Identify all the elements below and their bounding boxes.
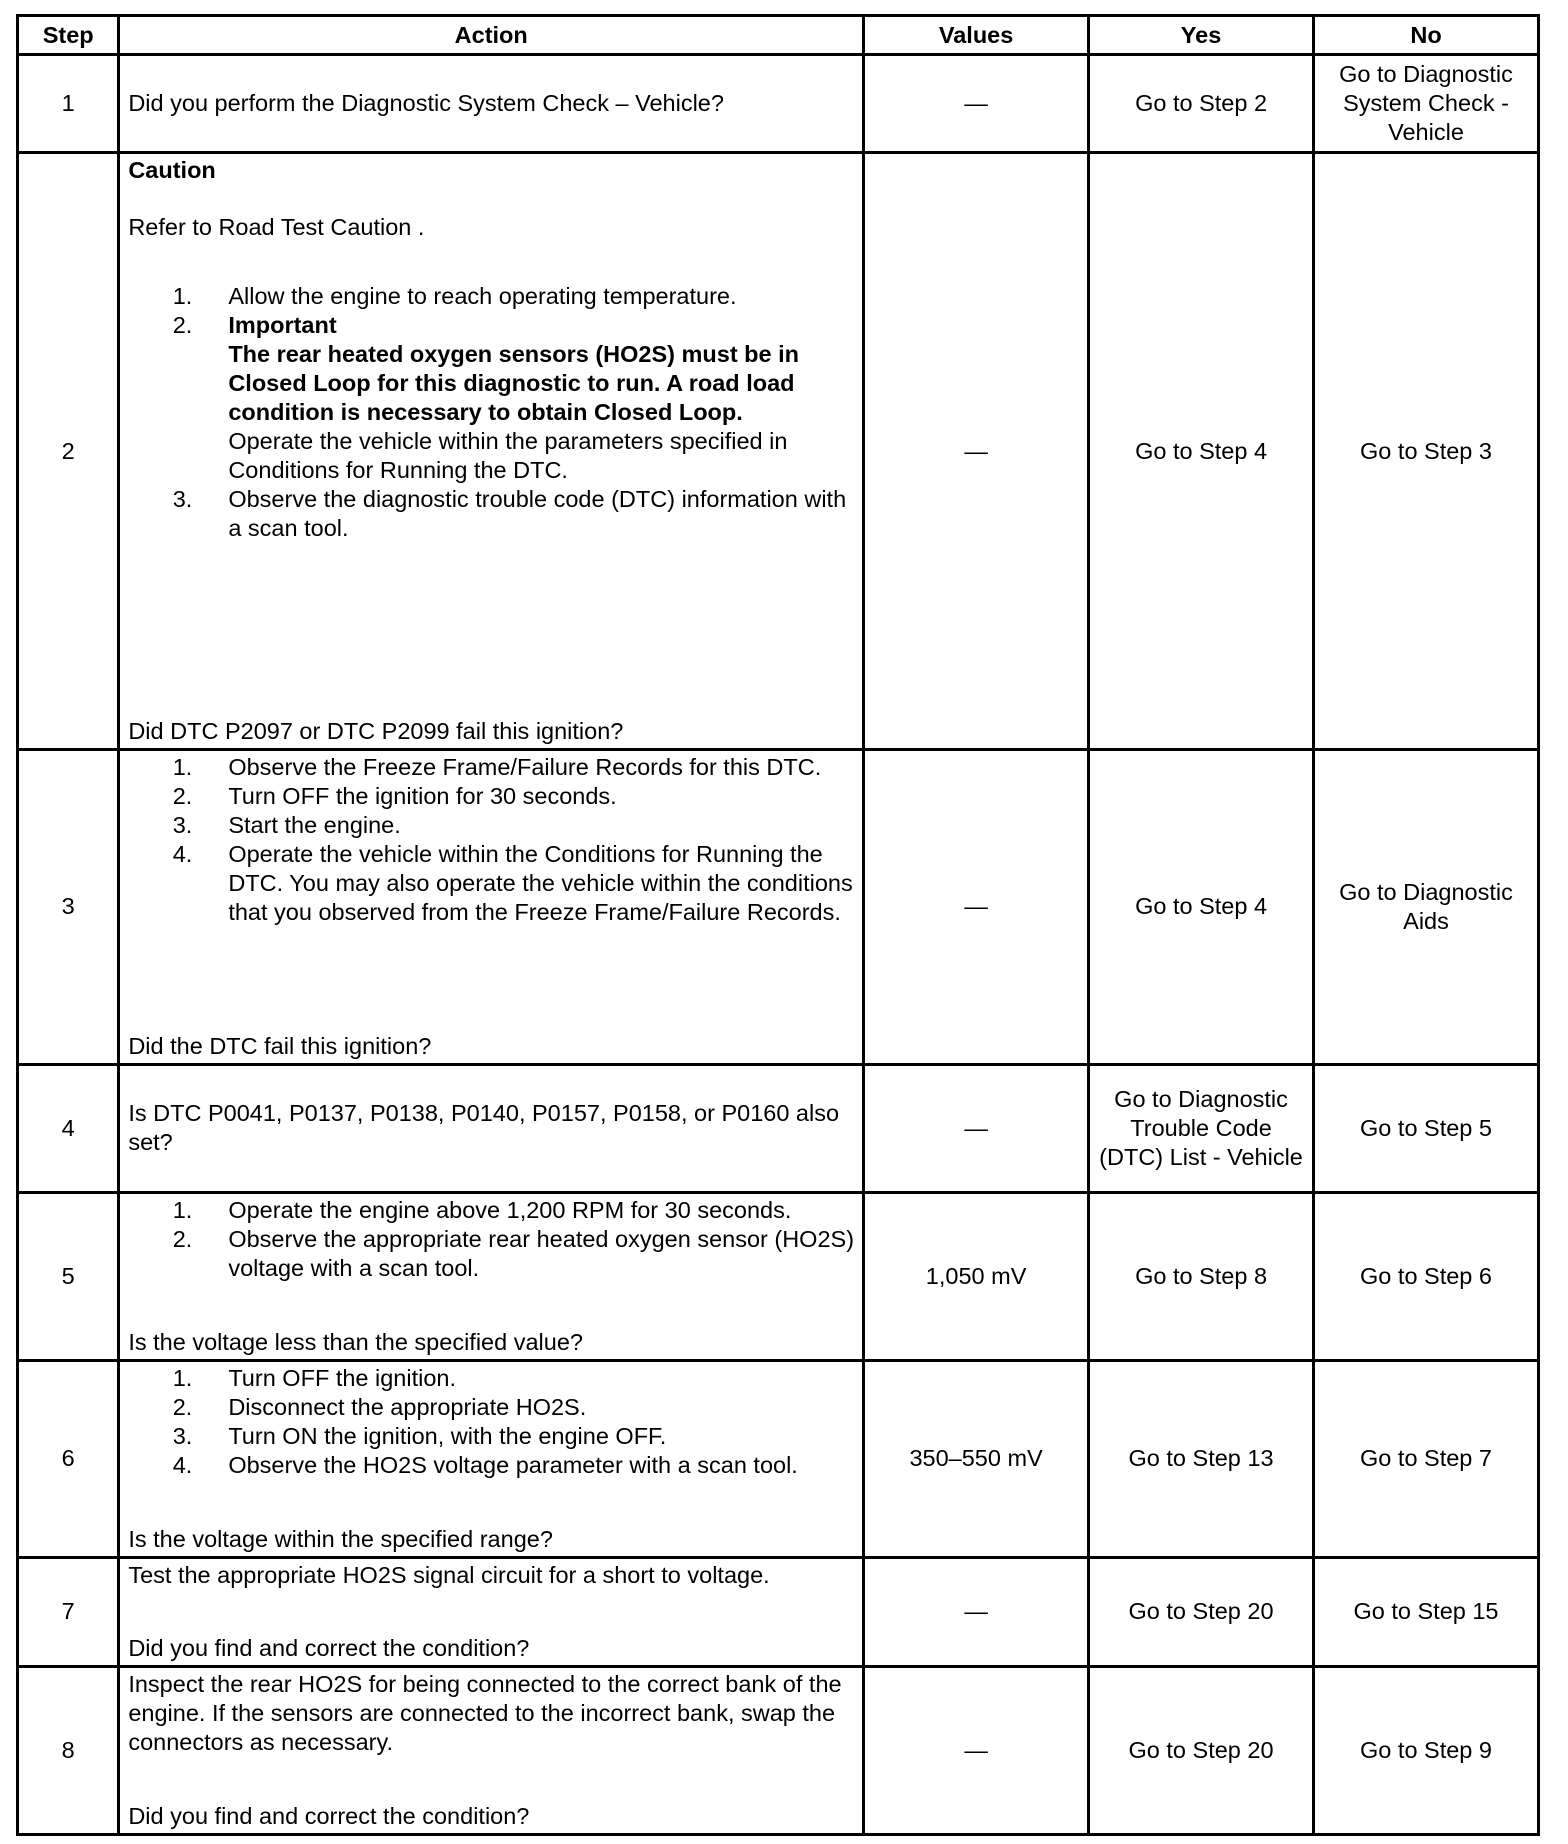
table-row-step-3 bbox=[18, 750, 1539, 1064]
action-question: Did the DTC fail this ignition? bbox=[128, 1032, 432, 1059]
value-cell: — bbox=[864, 1557, 1089, 1666]
list-item: 4. Observe the HO2S voltage parameter with a scan tool. bbox=[172, 1451, 798, 1478]
action-steps bbox=[128, 282, 854, 340]
action-cell bbox=[119, 1064, 864, 1193]
value-cell: — bbox=[864, 153, 1089, 750]
list-item: 1. Operate the engine above 1,200 RPM for 30 seconds. bbox=[172, 1197, 792, 1224]
caution-text[interactable]: Refer to Road Test Caution . bbox=[128, 214, 425, 241]
no-link[interactable]: Go to Step 5 bbox=[1314, 1064, 1539, 1193]
header-row bbox=[18, 16, 1539, 55]
table-row-step-6 bbox=[18, 1360, 1539, 1557]
list-item: 2. Disconnect the appropriate HO2S. bbox=[172, 1393, 587, 1420]
step-number: 6 bbox=[18, 1360, 119, 1557]
yes-link[interactable]: Go to Step 20 bbox=[1089, 1557, 1314, 1666]
value-cell: 350–550 mV bbox=[864, 1360, 1089, 1557]
value-cell: — bbox=[864, 1064, 1089, 1193]
step-number: 2 bbox=[18, 153, 119, 750]
header-yes: Yes bbox=[1089, 16, 1314, 55]
list-item: 3. Observe the diagnostic trouble code (DTC) information with a scan tool. bbox=[172, 486, 847, 542]
list-item: 1. Observe the Freeze Frame/Failure Records for this DTC. bbox=[172, 754, 822, 781]
yes-link[interactable]: Go to Step 8 bbox=[1089, 1193, 1314, 1361]
table-row-step-7 bbox=[18, 1557, 1539, 1666]
action-cell bbox=[119, 1667, 864, 1835]
header-action: Action bbox=[119, 16, 864, 55]
operate-text[interactable]: Operate the vehicle within the parameters specified in Conditions for Running the DTC. bbox=[228, 428, 788, 484]
action-steps bbox=[128, 485, 854, 543]
action-cell bbox=[119, 1360, 864, 1557]
list-item: 2. Important bbox=[172, 312, 337, 339]
list-item: 2. Observe the appropriate rear heated oxygen sensor (HO2S) voltage with a scan tool. bbox=[172, 1226, 855, 1282]
no-link[interactable]: Go to Diagnostic Aids bbox=[1314, 750, 1539, 1064]
list-item: 4. Operate the vehicle within the Conditions for Running the DTC. You may also operate the vehicle within the conditions that you observed from the Freeze Frame/Failure Records. bbox=[172, 841, 853, 926]
action-question: Did DTC P2097 or DTC P2099 fail this ignition? bbox=[128, 718, 624, 745]
yes-link[interactable]: Go to Step 2 bbox=[1089, 55, 1314, 153]
yes-link[interactable]: Go to Step 13 bbox=[1089, 1360, 1314, 1557]
list-item: 3. Start the engine. bbox=[172, 812, 401, 839]
action-question: Did you find and correct the condition? bbox=[128, 1803, 530, 1829]
action-steps bbox=[128, 1196, 854, 1283]
table-row-step-4 bbox=[18, 1064, 1539, 1193]
step-number: 1 bbox=[18, 55, 119, 153]
value-cell: 1,050 mV bbox=[864, 1193, 1089, 1361]
action-cell bbox=[119, 1193, 864, 1361]
diagnostic-table bbox=[16, 14, 1540, 1836]
list-item: 1. Allow the engine to reach operating temperature. bbox=[172, 283, 737, 310]
action-question: Did you perform the Diagnostic System Check – Vehicle? bbox=[128, 90, 724, 117]
header-step: Step bbox=[18, 16, 119, 55]
value-cell: — bbox=[864, 55, 1089, 153]
yes-link[interactable]: Go to Diagnostic Trouble Code (DTC) List - Vehicle bbox=[1089, 1064, 1314, 1193]
action-text: Inspect the rear HO2S for being connected to the correct bank of the engine. If the sensors are connected to the incorrect bank, swap the connectors as necessary. bbox=[128, 1671, 842, 1756]
action-text: Test the appropriate HO2S signal circuit for a short to voltage. bbox=[128, 1561, 770, 1588]
table-row-step-5 bbox=[18, 1193, 1539, 1361]
no-link[interactable]: Go to Step 15 bbox=[1314, 1557, 1539, 1666]
action-question: Is the voltage within the specified range? bbox=[128, 1525, 553, 1552]
important-text: The rear heated oxygen sensors (HO2S) must be in Closed Loop for this diagnostic to run. A road load condition is necessary to obtain Closed Loop. bbox=[228, 341, 800, 426]
list-item: 2. Turn OFF the ignition for 30 seconds. bbox=[172, 783, 617, 810]
no-link[interactable]: Go to Step 9 bbox=[1314, 1667, 1539, 1835]
step-number: 4 bbox=[18, 1064, 119, 1193]
action-steps bbox=[128, 753, 854, 927]
action-cell bbox=[119, 153, 864, 750]
table-row-step-1 bbox=[18, 55, 1539, 153]
header-values: Values bbox=[864, 16, 1089, 55]
no-link[interactable]: Go to Step 6 bbox=[1314, 1193, 1539, 1361]
value-cell: — bbox=[864, 750, 1089, 1064]
yes-link[interactable]: Go to Step 4 bbox=[1089, 153, 1314, 750]
no-link[interactable]: Go to Diagnostic System Check - Vehicle bbox=[1314, 55, 1539, 153]
action-cell bbox=[119, 750, 864, 1064]
step-number: 3 bbox=[18, 750, 119, 1064]
table-row-step-8 bbox=[18, 1667, 1539, 1835]
action-question: Is DTC P0041, P0137, P0138, P0140, P0157, P0158, or P0160 also set? bbox=[128, 1100, 840, 1156]
step-number: 5 bbox=[18, 1193, 119, 1361]
step-number: 8 bbox=[18, 1667, 119, 1835]
action-question: Is the voltage less than the specified value? bbox=[128, 1328, 583, 1355]
no-link[interactable]: Go to Step 7 bbox=[1314, 1360, 1539, 1557]
caution-title: Caution bbox=[128, 157, 216, 184]
action-question: Did you find and correct the condition? bbox=[128, 1635, 530, 1662]
action-steps bbox=[128, 1364, 854, 1480]
no-link[interactable]: Go to Step 3 bbox=[1314, 153, 1539, 750]
list-item: 1. Turn OFF the ignition. bbox=[172, 1364, 457, 1391]
list-item: 3. Turn ON the ignition, with the engine OFF. bbox=[172, 1422, 667, 1449]
yes-link[interactable]: Go to Step 4 bbox=[1089, 750, 1314, 1064]
header-no: No bbox=[1314, 16, 1539, 55]
step-number: 7 bbox=[18, 1557, 119, 1666]
action-cell bbox=[119, 55, 864, 153]
yes-link[interactable]: Go to Step 20 bbox=[1089, 1667, 1314, 1835]
table-row-step-2 bbox=[18, 153, 1539, 750]
action-cell bbox=[119, 1557, 864, 1666]
value-cell: — bbox=[864, 1667, 1089, 1835]
